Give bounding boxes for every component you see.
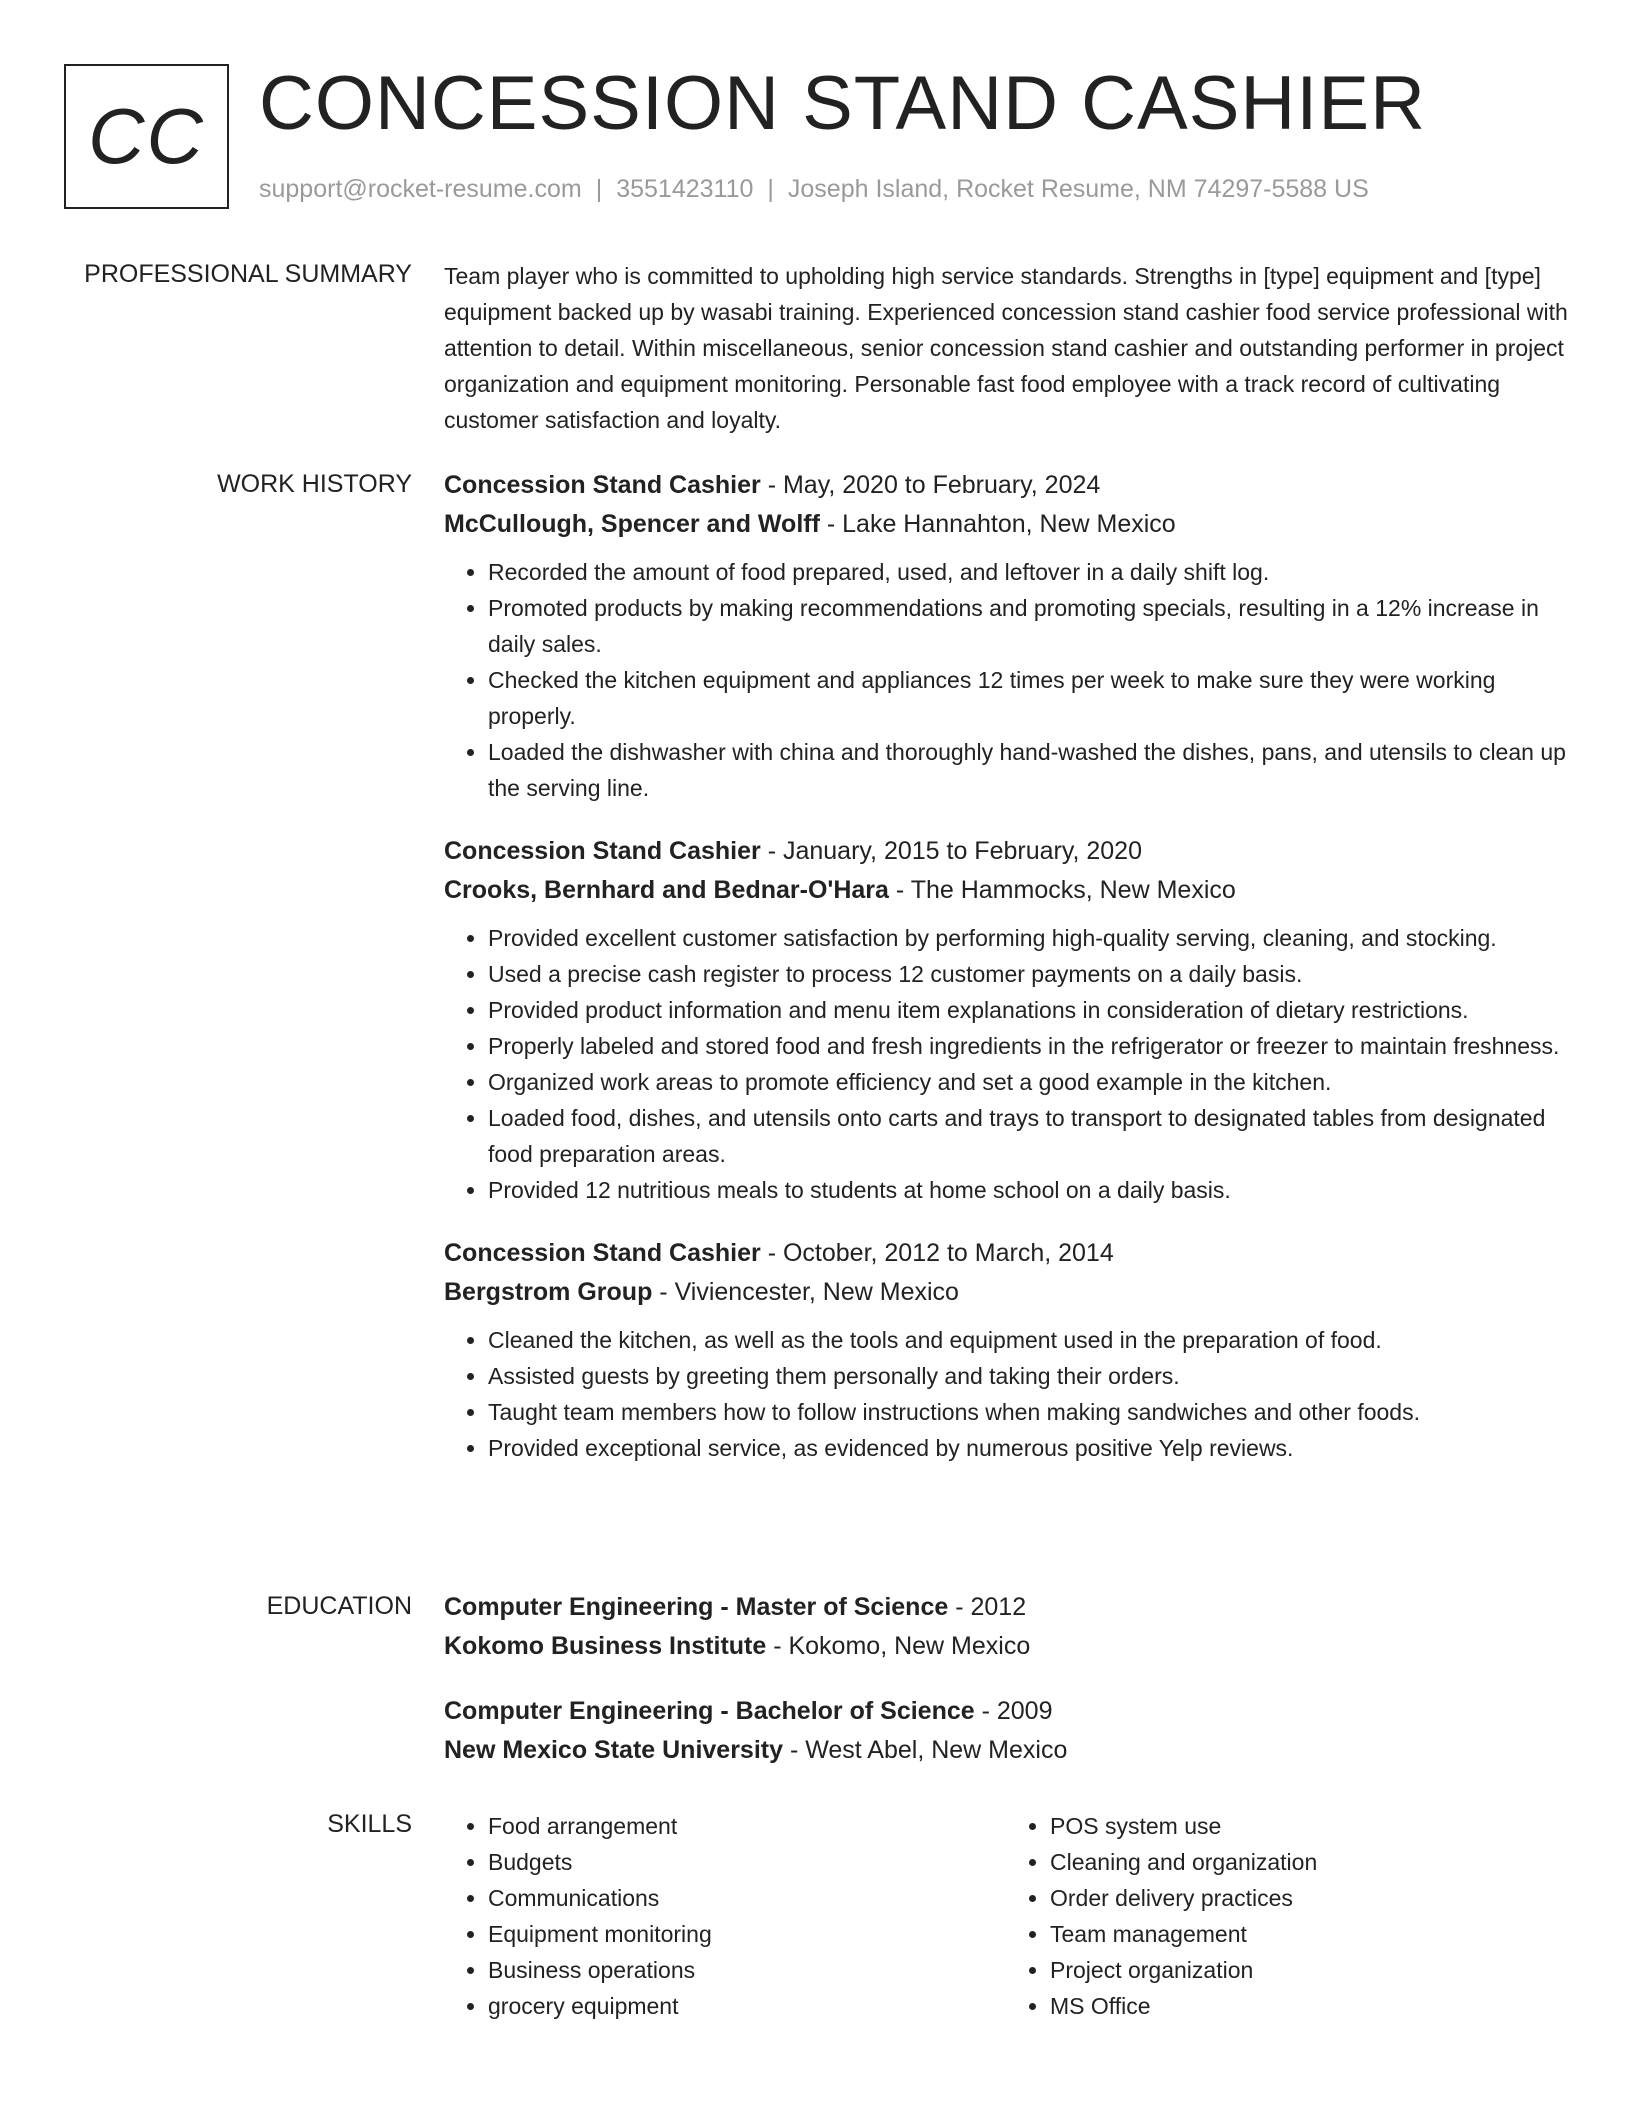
job-bullet: • Loaded the dishwasher with china and thoroughly hand-washed the dishes, pans, and utensils to clean up the serving line. bbox=[488, 734, 1568, 806]
education-degree-line bbox=[444, 1588, 1568, 1627]
job-bullets bbox=[444, 1322, 1568, 1466]
job-bullet: • Recorded the amount of food prepared, used, and leftover in a daily shift log. bbox=[488, 554, 1568, 590]
job-bullet: • Provided product information and menu item explanations in consideration of dietary restrictions. bbox=[488, 992, 1568, 1028]
skills-list-left bbox=[444, 1808, 1006, 2024]
job-company: Crooks, Bernhard and Bednar-O'Hara bbox=[444, 876, 889, 904]
job-location: - The Hammocks, New Mexico bbox=[888, 876, 1236, 904]
job-entry bbox=[444, 1234, 1568, 1466]
skill-item: • Cleaning and organization bbox=[1050, 1844, 1568, 1880]
skill-item: • Project organization bbox=[1050, 1952, 1568, 1988]
job-bullet: • Organized work areas to promote efficiency and set a good example in the kitchen. bbox=[488, 1064, 1568, 1100]
job-role: Concession Stand Cashier bbox=[444, 837, 761, 865]
section-title-education: EDUCATION bbox=[266, 1592, 412, 1620]
skill-item: • Food arrangement bbox=[488, 1808, 1006, 1844]
education-degree: Computer Engineering - Master of Science bbox=[444, 1593, 949, 1621]
job-dates: - October, 2012 to March, 2014 bbox=[760, 1239, 1114, 1267]
job-dates: - January, 2015 to February, 2020 bbox=[760, 837, 1142, 865]
contact-line bbox=[259, 174, 1369, 204]
job-bullet: • Checked the kitchen equipment and appliances 12 times per week to make sure they were working properly. bbox=[488, 662, 1568, 734]
job-title-line bbox=[444, 1234, 1568, 1273]
job-bullet: • Provided exceptional service, as evidenced by numerous positive Yelp reviews. bbox=[488, 1430, 1568, 1466]
skill-item: • Equipment monitoring bbox=[488, 1916, 1006, 1952]
education-school-line bbox=[444, 1731, 1568, 1770]
skill-item: • MS Office bbox=[1050, 1988, 1568, 2024]
job-company-line bbox=[444, 871, 1568, 910]
education-entry bbox=[444, 1588, 1568, 1666]
job-bullets bbox=[444, 554, 1568, 806]
job-bullet: • Properly labeled and stored food and fresh ingredients in the refrigerator or freezer to maintain freshness. bbox=[488, 1028, 1568, 1064]
job-location: - Lake Hannahton, New Mexico bbox=[819, 510, 1176, 538]
monogram-logo: CC bbox=[64, 64, 229, 209]
job-title-line bbox=[444, 832, 1568, 871]
section-title-skills: SKILLS bbox=[327, 1810, 412, 1838]
job-dates: - May, 2020 to February, 2024 bbox=[760, 471, 1101, 499]
skill-item: • Communications bbox=[488, 1880, 1006, 1916]
skill-item: • Business operations bbox=[488, 1952, 1006, 1988]
skills-list-right bbox=[1006, 1808, 1568, 2024]
section-title-work-history: WORK HISTORY bbox=[217, 470, 412, 498]
job-bullet: • Promoted products by making recommendations and promoting specials, resulting in a 12% increase in daily sales. bbox=[488, 590, 1568, 662]
job-role: Concession Stand Cashier bbox=[444, 471, 761, 499]
education-location: - West Abel, New Mexico bbox=[783, 1736, 1068, 1764]
section-title-summary: PROFESSIONAL SUMMARY bbox=[84, 260, 412, 288]
contact-email: support@rocket-resume.com bbox=[259, 175, 582, 203]
resume-header bbox=[64, 61, 1584, 209]
job-bullet: • Provided 12 nutritious meals to students at home school on a daily basis. bbox=[488, 1172, 1568, 1208]
job-bullet: • Taught team members how to follow instructions when making sandwiches and other foods. bbox=[488, 1394, 1568, 1430]
job-company: Bergstrom Group bbox=[444, 1278, 653, 1306]
education-school: New Mexico State University bbox=[444, 1736, 784, 1764]
education-school-line bbox=[444, 1627, 1568, 1666]
job-role: Concession Stand Cashier bbox=[444, 1239, 761, 1267]
job-entry bbox=[444, 466, 1568, 806]
page-title: CONCESSION STAND CASHIER bbox=[259, 61, 1426, 146]
summary-text: Team player who is committed to upholding high service standards. Strengths in [type] equipment and [type] equipment backed up by wasabi training. Experienced concession stand cashier food service professional with attention to detail. Within miscellaneous, senior concession stand cashier and outstanding performer in project organization and equipment monitoring. Personable fast food employee with a track record of cultivating customer satisfaction and loyalty. bbox=[444, 263, 1568, 433]
skill-item: • Budgets bbox=[488, 1844, 1006, 1880]
education-entry bbox=[444, 1692, 1568, 1770]
education-school: Kokomo Business Institute bbox=[444, 1632, 767, 1660]
contact-separator: | bbox=[595, 175, 603, 203]
education-degree: Computer Engineering - Bachelor of Science bbox=[444, 1697, 975, 1725]
job-title-line bbox=[444, 466, 1568, 505]
education-location: - Kokomo, New Mexico bbox=[766, 1632, 1031, 1660]
skill-item: • Order delivery practices bbox=[1050, 1880, 1568, 1916]
job-bullet: • Used a precise cash register to process 12 customer payments on a daily basis. bbox=[488, 956, 1568, 992]
education-year: - 2009 bbox=[974, 1697, 1053, 1725]
job-bullet: • Loaded food, dishes, and utensils onto carts and trays to transport to designated tables from designated food preparation areas. bbox=[488, 1100, 1568, 1172]
contact-separator: | bbox=[767, 175, 774, 203]
contact-address: Joseph Island, Rocket Resume, NM 74297-5588 US bbox=[787, 175, 1369, 203]
job-bullets bbox=[444, 920, 1568, 1208]
job-bullet: • Assisted guests by greeting them personally and taking their orders. bbox=[488, 1358, 1568, 1394]
job-bullet: • Cleaned the kitchen, as well as the tools and equipment used in the preparation of food. bbox=[488, 1322, 1568, 1358]
job-company-line bbox=[444, 1273, 1568, 1312]
education-degree-line bbox=[444, 1692, 1568, 1731]
job-company: McCullough, Spencer and Wolff bbox=[444, 510, 820, 538]
education-year: - 2012 bbox=[948, 1593, 1027, 1621]
job-location: - Viviencester, New Mexico bbox=[652, 1278, 959, 1306]
job-bullet: • Provided excellent customer satisfaction by performing high-quality serving, cleaning, and stocking. bbox=[488, 920, 1568, 956]
skill-item: • POS system use bbox=[1050, 1808, 1568, 1844]
skills-columns bbox=[444, 1808, 1568, 2024]
job-entry bbox=[444, 832, 1568, 1208]
skill-item: • Team management bbox=[1050, 1916, 1568, 1952]
skill-item: • grocery equipment bbox=[488, 1988, 1006, 2024]
contact-phone: 3551423110 bbox=[616, 175, 754, 203]
job-company-line bbox=[444, 505, 1568, 544]
